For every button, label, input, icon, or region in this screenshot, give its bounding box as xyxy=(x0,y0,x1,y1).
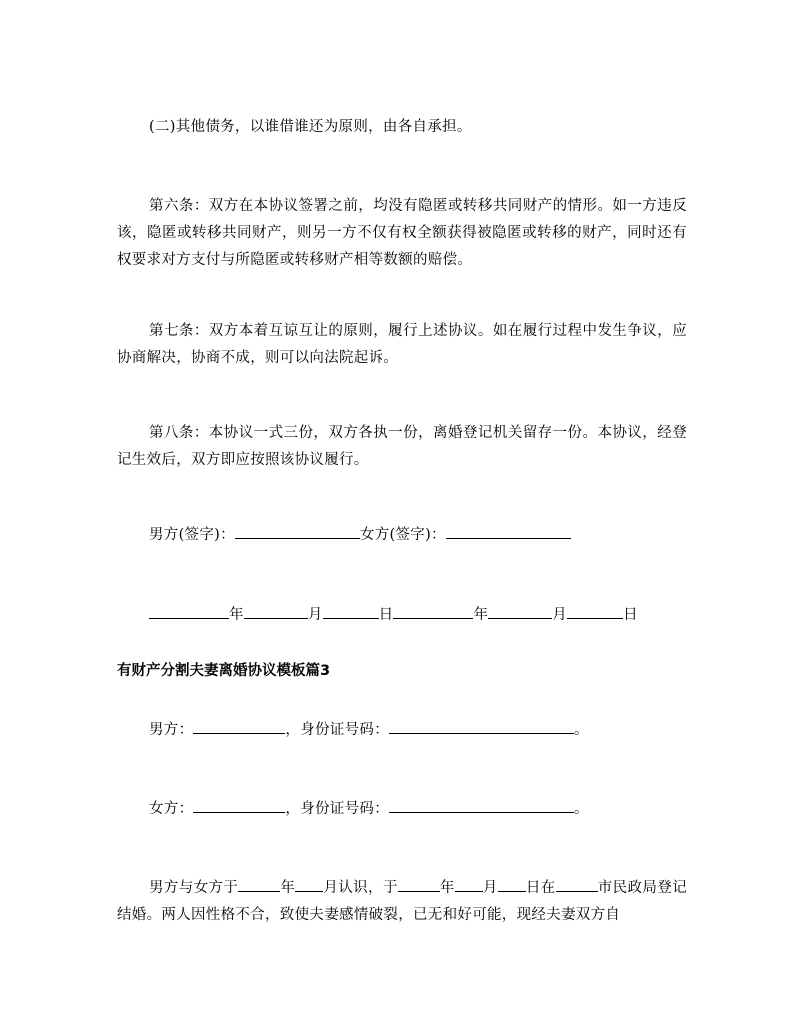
marriage-intro-paragraph xyxy=(117,875,687,929)
period: 。 xyxy=(574,801,589,817)
female-month-blank[interactable] xyxy=(488,604,552,619)
section-heading: 有财产分割夫妻离婚协议模板篇3 xyxy=(117,663,331,679)
date-month-label: 月 xyxy=(307,607,323,623)
intro-text-1: 男方与女方于 xyxy=(149,880,239,896)
period: 。 xyxy=(574,722,589,738)
female-id-label: ，身份证号码： xyxy=(285,801,390,817)
female-name-blank[interactable] xyxy=(193,798,285,813)
male-signature-label: 男方(签字)： xyxy=(149,527,235,543)
male-signature-blank[interactable] xyxy=(235,524,360,539)
female-year-blank[interactable] xyxy=(393,604,473,619)
marry-month-blank[interactable] xyxy=(455,877,483,892)
male-id-line xyxy=(117,717,687,744)
article-seven: 第七条：双方本着互谅互让的原则，履行上述协议。如在履行过程中发生争议，应协商解决，协商不成，则可以向法院起诉。 xyxy=(117,323,687,366)
intro-text-5: 月 xyxy=(482,880,498,896)
meet-year-blank[interactable] xyxy=(238,877,280,892)
marry-year-blank[interactable] xyxy=(398,877,440,892)
female-day-blank[interactable] xyxy=(567,604,623,619)
marry-day-blank[interactable] xyxy=(498,877,526,892)
female-id-blank[interactable] xyxy=(389,798,574,813)
civil-affairs-city-blank[interactable] xyxy=(556,877,598,892)
intro-text-3: 月认识，于 xyxy=(323,880,398,896)
date-month-label: 月 xyxy=(552,607,568,623)
female-id-line xyxy=(117,796,687,823)
date-line xyxy=(117,602,687,629)
male-year-blank[interactable] xyxy=(149,604,229,619)
male-id-blank[interactable] xyxy=(389,719,574,734)
female-signature-label: 女方(签字)： xyxy=(359,527,446,543)
intro-text-4: 年 xyxy=(439,880,455,896)
male-month-blank[interactable] xyxy=(244,604,308,619)
male-name-blank[interactable] xyxy=(193,719,285,734)
male-day-blank[interactable] xyxy=(323,604,379,619)
article-six: 第六条：双方在本协议签署之前，均没有隐匿或转移共同财产的情形。如一方违反该，隐匿或转移共同财产，则另一方不仅有权全额获得被隐匿或转移的财产，同时还有权要求对方支付与所隐匿或转移财产相等数额的赔偿。 xyxy=(117,198,687,268)
date-day-label: 日 xyxy=(378,607,394,623)
article-eight: 第八条：本协议一式三份，双方各执一份，离婚登记机关留存一份。本协议，经登记生效后，双方即应按照该协议履行。 xyxy=(117,425,687,468)
date-year-label: 年 xyxy=(473,607,489,623)
female-label: 女方： xyxy=(149,801,194,817)
intro-text-7: 市民政局登记结婚。两人因性格不合，致使夫妻感情破裂，已无和好可能，现经夫妻双方自 xyxy=(117,880,687,923)
male-label: 男方： xyxy=(149,722,194,738)
intro-text-2: 年 xyxy=(280,880,296,896)
meet-month-blank[interactable] xyxy=(295,877,323,892)
male-id-label: ，身份证号码： xyxy=(285,722,390,738)
signature-line xyxy=(117,522,687,549)
female-signature-blank[interactable] xyxy=(446,524,571,539)
intro-text-6: 日在 xyxy=(525,880,556,896)
date-year-label: 年 xyxy=(229,607,244,623)
date-day-label: 日 xyxy=(623,607,638,623)
clause-other-debts: (二)其他债务，以谁借谁还为原则，由各自承担。 xyxy=(149,119,472,135)
